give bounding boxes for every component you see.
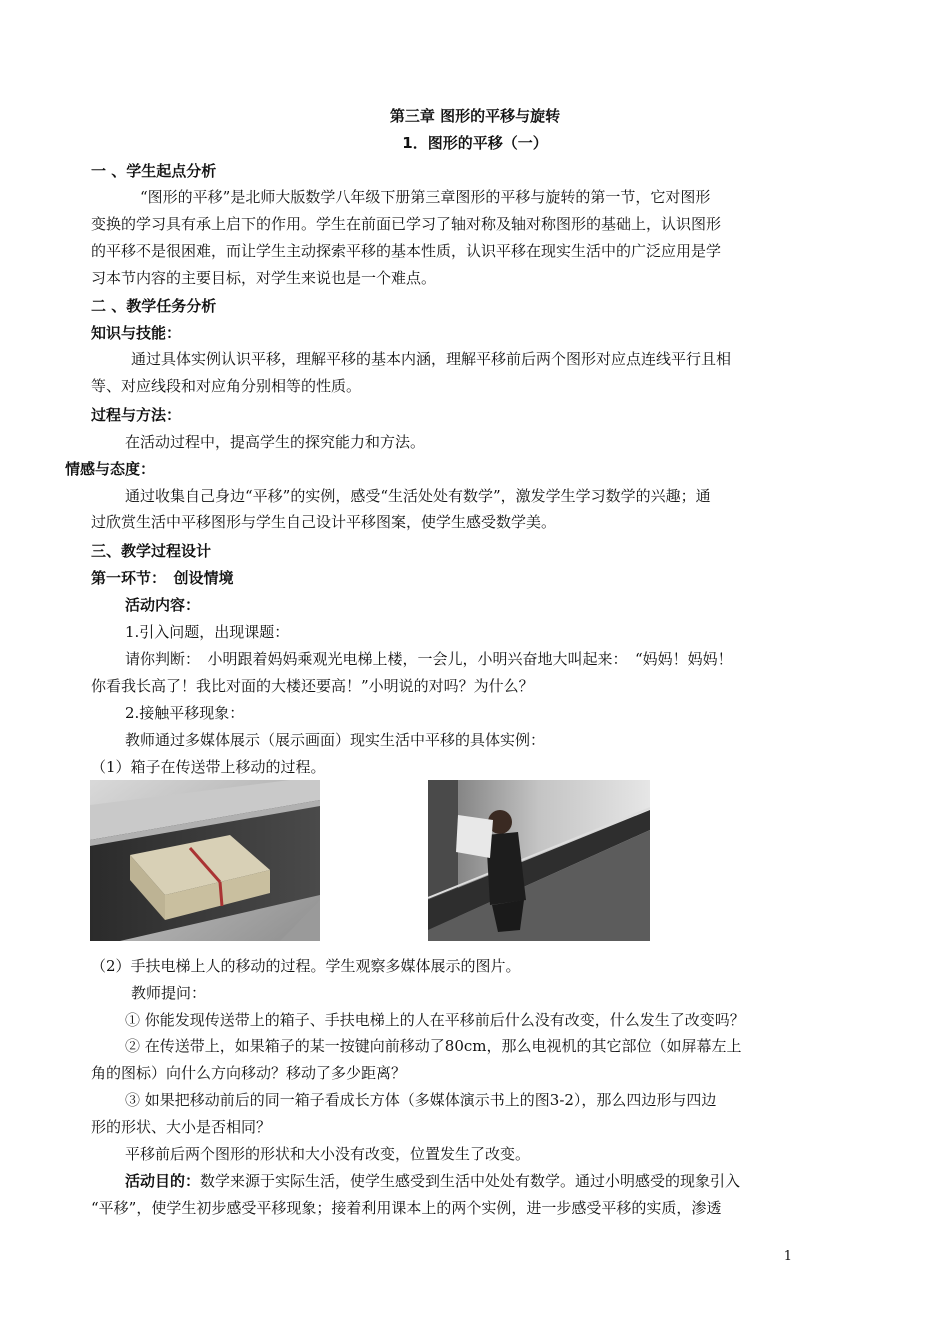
answer-text: 平移前后两个图形的形状和大小没有改变，位置发生了改变。	[125, 1145, 531, 1163]
section2-heading: 二 、教学任务分析	[91, 297, 217, 315]
caption-escalator: （2）手扶电梯上人的移动的过程。学生观察多媒体展示的图片。	[91, 957, 521, 975]
process-heading: 过程与方法：	[91, 406, 182, 424]
activity-heading: 活动内容：	[125, 596, 201, 614]
paragraph-line: 你看我长高了！我比对面的大楼还要高！”小明说的对吗？为什么？	[91, 677, 534, 695]
section1-heading: 一 、学生起点分析	[91, 162, 217, 180]
paragraph-line: 等、对应线段和对应角分别相等的性质。	[91, 377, 362, 395]
purpose-text: 数学来源于实际生活，使学生感受到生活中处处有数学。通过小明感受的现象引入	[200, 1172, 741, 1190]
question-3-line: 形的形状、大小是否相同？	[91, 1118, 272, 1136]
chapter-title: 第三章 图形的平移与旋转	[389, 107, 561, 125]
question-2-line: 角的图标）向什么方向移动？移动了多少距离？	[91, 1064, 407, 1082]
paragraph-line: 在活动过程中，提高学生的探究能力和方法。	[125, 433, 426, 451]
item2-label: 2.接触平移现象：	[125, 704, 245, 722]
step1-heading: 第一环节： 创设情境	[91, 569, 234, 587]
item1-label: 1.引入问题，出现课题：	[125, 623, 290, 641]
paragraph-line: 变换的学习具有承上启下的作用。学生在前面已学习了轴对称及轴对称图形的基础上，认识图形	[91, 215, 722, 233]
paragraph-line: 教师通过多媒体展示（展示画面）现实生活中平移的具体实例：	[125, 731, 546, 749]
paragraph-line: 的平移不是很困难，而让学生主动探索平移的基本性质，认识平移在现实生活中的广泛应用是学	[91, 242, 722, 260]
question-2-line: ② 在传送带上，如果箱子的某一按键向前移动了80cm，那么电视机的其它部位（如屏幕左上	[125, 1037, 742, 1055]
suitcase-image	[90, 780, 320, 941]
paragraph-line: “平移”，使学生初步感受平移现象；接着利用课本上的两个实例，进一步感受平移的实质，渗透	[91, 1199, 722, 1217]
caption-conveyor: （1）箱子在传送带上移动的过程。	[91, 758, 326, 776]
purpose-line	[125, 1171, 740, 1191]
paragraph-line: 过欣赏生活中平移图形与学生自己设计平移图案，使学生感受数学美。	[91, 513, 557, 531]
emotion-heading: 情感与态度：	[65, 460, 156, 478]
escalator-man-photo	[428, 780, 650, 941]
paragraph-line: 通过具体实例认识平移，理解平移的基本内涵，理解平移前后两个图形对应点连线平行且相	[131, 350, 732, 368]
paragraph-line: 请你判断： 小明跟着妈妈乘观光电梯上楼，一会儿，小明兴奋地大叫起来： “妈妈！妈妈！	[125, 650, 733, 668]
page-number: 1	[783, 1249, 792, 1264]
escalator-image	[428, 780, 650, 941]
question-3-line: ③ 如果把移动前后的同一箱子看成长方体（多媒体演示书上的图3-2），那么四边形与四边	[125, 1091, 717, 1109]
teacher-question-label: 教师提问：	[131, 984, 207, 1002]
paragraph-line: “图形的平移”是北师大版数学八年级下册第三章图形的平移与旋转的第一节，它对图形	[140, 188, 711, 206]
paragraph-line: 习本节内容的主要目标，对学生来说也是一个难点。	[91, 269, 437, 287]
purpose-label: 活动目的：	[125, 1172, 201, 1190]
lesson-title: 1．图形的平移（一）	[402, 134, 548, 152]
question-1: ① 你能发现传送带上的箱子、手扶电梯上的人在平移前后什么没有改变，什么发生了改变吗？	[125, 1011, 745, 1029]
suitcase-conveyor-photo	[90, 780, 320, 941]
knowledge-heading: 知识与技能：	[91, 324, 182, 342]
section3-heading: 三、教学过程设计	[91, 542, 212, 560]
paragraph-line: 通过收集自己身边“平移”的实例，感受“生活处处有数学”，激发学生学习数学的兴趣；通	[125, 487, 711, 505]
